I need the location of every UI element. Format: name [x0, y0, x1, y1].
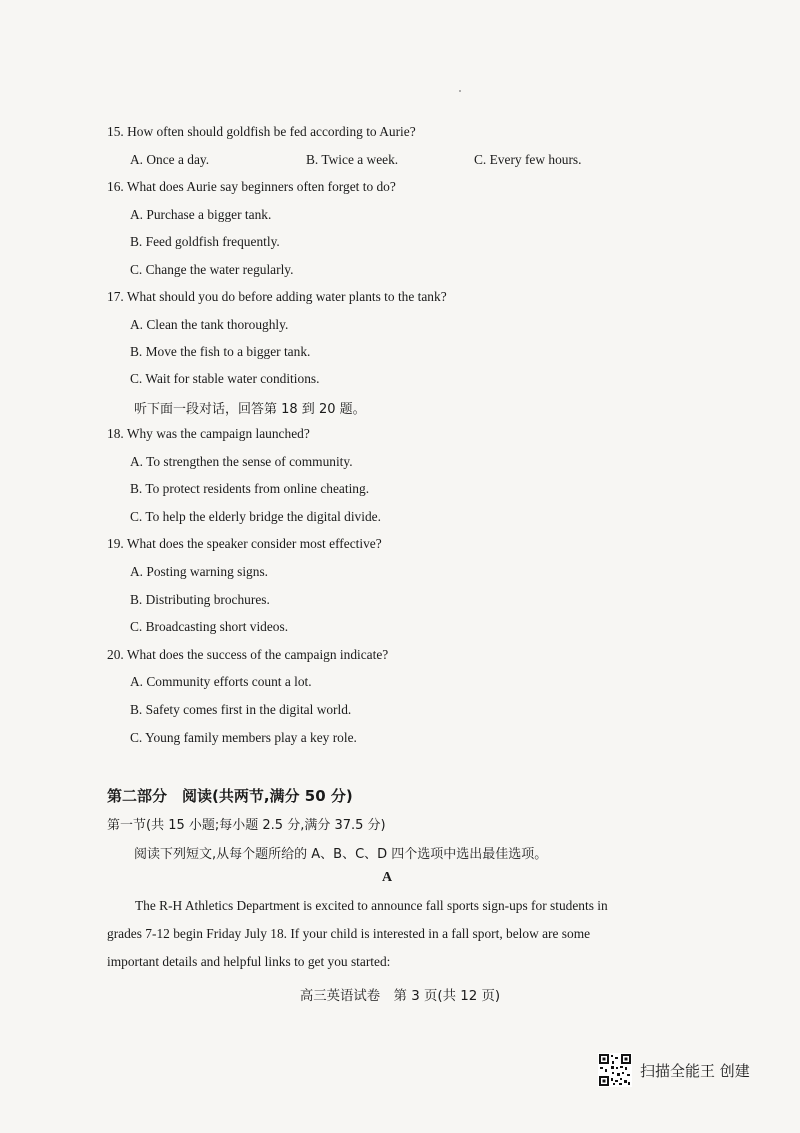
question-19: 19. What does the speaker consider most effective? [107, 536, 382, 551]
option-20-c: C. Young family members play a key role. [130, 730, 357, 745]
option-15-a: A. Once a day. [130, 152, 210, 167]
passage-line-3: important details and helpful links to get you started: [107, 954, 391, 969]
qr-code-icon [598, 1053, 632, 1087]
option-17-a: A. Clean the tank thoroughly. [130, 317, 289, 332]
question-16: 16. What does Aurie say beginners often forget to do? [107, 179, 396, 194]
option-16-b: B. Feed goldfish frequently. [130, 234, 280, 249]
option-15-b: B. Twice a week. [306, 152, 399, 167]
section-instruction: 阅读下列短文,从每个题所给的 A、B、C、D 四个选项中选出最佳选项。 [134, 847, 548, 862]
section-subtitle: 第一节(共 15 小题;每小题 2.5 分,满分 37.5 分) [107, 818, 386, 833]
question-18: 18. Why was the campaign launched? [107, 426, 310, 441]
scanner-watermark-text: 扫描全能王 创建 [640, 1062, 750, 1080]
option-17-b: B. Move the fish to a bigger tank. [130, 344, 311, 359]
option-16-a: A. Purchase a bigger tank. [130, 207, 272, 222]
option-19-b: B. Distributing brochures. [130, 592, 270, 607]
option-18-b: B. To protect residents from online cheating. [130, 481, 370, 496]
option-20-b: B. Safety comes first in the digital world. [130, 702, 352, 717]
question-20: 20. What does the success of the campaign indicate? [107, 647, 389, 662]
scan-speck [459, 90, 461, 92]
section-title: 第二部分 阅读(共两节,满分 50 分) [107, 787, 353, 805]
option-20-a: A. Community efforts count a lot. [130, 674, 312, 689]
option-16-c: C. Change the water regularly. [130, 262, 294, 277]
option-19-c: C. Broadcasting short videos. [130, 619, 289, 634]
option-15-c: C. Every few hours. [474, 152, 582, 167]
question-17: 17. What should you do before adding water plants to the tank? [107, 289, 447, 304]
passage-letter: A [382, 870, 393, 885]
question-15: 15. How often should goldfish be fed according to Aurie? [107, 124, 416, 139]
option-18-c: C. To help the elderly bridge the digital divide. [130, 509, 381, 524]
option-18-a: A. To strengthen the sense of community. [130, 454, 353, 469]
option-17-c: C. Wait for stable water conditions. [130, 371, 320, 386]
page-footer: 高三英语试卷 第 3 页(共 12 页) [299, 989, 501, 1004]
option-19-a: A. Posting warning signs. [130, 564, 269, 579]
passage-line-1: The R-H Athletics Department is excited to announce fall sports sign-ups for students in [135, 898, 608, 913]
passage-line-2: grades 7-12 begin Friday July 18. If your child is interested in a fall sport, below are some [107, 926, 591, 941]
listening-instruction: 听下面一段对话，回答第 18 到 20 题。 [134, 402, 366, 417]
